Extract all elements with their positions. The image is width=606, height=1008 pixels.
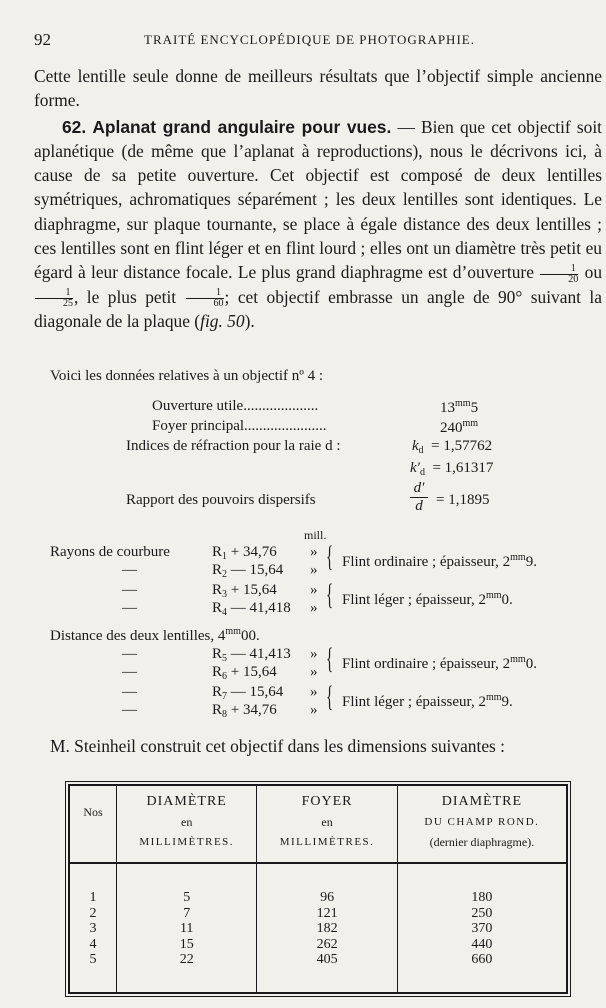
brace-icon: {: [326, 642, 334, 675]
table-cell: 7: [117, 906, 257, 922]
intro-paragraph: Cette lentille seule donne de meilleurs résultats que l’objectif simple ancienne forme.: [34, 66, 602, 111]
r8-dash: —: [122, 702, 137, 718]
section-title: Aplanat grand angulaire pour vues.: [92, 116, 392, 137]
r6: $R_6 + 15,64$: [212, 664, 277, 682]
r3-quote: »: [310, 582, 318, 598]
table-cell: 96: [257, 890, 397, 906]
r6-dash: —: [122, 664, 137, 680]
rapport-fraction: d′ d: [410, 480, 428, 515]
r5-quote: »: [310, 646, 318, 662]
table-cell: 2: [89, 905, 97, 921]
ouverture-value: $13^{mm}5$: [440, 398, 479, 416]
r1-quote: »: [310, 544, 318, 560]
kpd-value: $k'_d = 1,61317$: [410, 460, 494, 478]
col-header-diameter: DIAMÈTRE en MILLIMÈTRES.: [117, 785, 257, 863]
indices-label: Indices de réfraction pour la raie d :: [126, 438, 341, 454]
r1: $R_1 + 34,76$: [212, 544, 277, 562]
rapport-value: = 1,1895: [436, 492, 490, 508]
dimensions-table: [68, 784, 568, 994]
section-text-3: ; cet objectif embrasse un angle de 90° suivant la diagonale de la plaque (: [34, 286, 602, 332]
table-cell: 262: [257, 937, 397, 953]
table-cell: 15: [117, 937, 257, 953]
rapport-label: Rapport des pouvoirs dispersifs: [126, 492, 316, 508]
brace-icon: {: [326, 540, 334, 573]
r7: $R_7$ — 15,64: [212, 684, 284, 702]
r4: $R_4$ — 41,418: [212, 600, 291, 618]
ouverture-label: Ouverture utile....................: [152, 398, 319, 414]
foyer-label: Foyer principal......................: [152, 418, 327, 434]
page-number: 92: [34, 30, 51, 49]
col-header-number: Nos: [69, 785, 117, 863]
table-cell: 5: [89, 952, 97, 967]
r7-quote: »: [310, 684, 318, 700]
running-title: TRAITÉ ENCYCLOPÉDIQUE DE PHOTOGRAPHIE.: [144, 32, 475, 47]
table-cell: 370: [397, 921, 567, 937]
steinheil-sentence: M. Steinheil construit cet objectif dans les dimensions suivantes :: [50, 736, 505, 756]
table-cell: 405: [257, 952, 397, 968]
distance-label: Distance des deux lentilles, $4^{mm}00$.: [50, 626, 260, 644]
r4-dash: —: [122, 600, 137, 616]
section-number: 62.: [62, 116, 87, 137]
r8: $R_8 + 34,76$: [212, 702, 277, 720]
r2: $R_2$ — 15,64: [212, 562, 284, 580]
section-text-2: , le plus petit: [74, 286, 177, 307]
col-header-field: DIAMÈTRE DU CHAMP ROND. (dernier diaphragme).: [397, 785, 567, 863]
r3-dash: —: [122, 582, 137, 598]
table-cell: 660: [397, 952, 567, 968]
page-header: [34, 30, 586, 50]
table-row: [69, 921, 567, 937]
section-62-paragraph: [34, 115, 602, 334]
table-row: [69, 906, 567, 922]
rayons-label: Rayons de courbure: [50, 544, 170, 560]
section-text-ou: ou: [584, 262, 603, 283]
r7-dash: —: [122, 684, 137, 700]
section-text-1: — Bien que cet objectif soit aplanétique (de même que l’aplanat à reproductions), nous le décrivons ici, à cause de sa petite ouverture. Cet objectif est composé de deux lentilles symétriques, achromatiques séparément ; les deux lentilles sont identiques. Le diaphragme, sur plaque tournante, se place à égale distance des deux lentilles ; ces lentilles sont en flint léger et en flint lourd ; elles ont un diamètre très petit eu égard à leur distance focale. Le plus grand diaphragme est d’ouverture: [34, 116, 602, 283]
r3: $R_3 + 15,64$: [212, 582, 277, 600]
table-row: [69, 890, 567, 906]
section-text-4: ).: [244, 311, 255, 332]
table-header-row: [69, 785, 567, 863]
r5-dash: —: [122, 646, 137, 662]
r8-quote: »: [310, 702, 318, 718]
brace-icon: {: [326, 578, 334, 611]
r2-dash: —: [122, 562, 137, 578]
table-row: [69, 952, 567, 968]
col-header-focal: FOYER en MILLIMÈTRES.: [257, 785, 397, 863]
foyer-value: $240^{mm}$: [440, 418, 479, 436]
group3-desc: Flint ordinaire ; épaisseur, $2^{mm}0$.: [342, 654, 537, 672]
table-cell: 11: [117, 921, 257, 937]
body-text: [34, 64, 602, 334]
table-row: [69, 937, 567, 953]
mill-label: mill.: [304, 528, 327, 542]
brace-icon: {: [326, 680, 334, 713]
table-cell: 180: [397, 890, 567, 906]
fraction-1-25: $\frac{1}{25}$: [35, 288, 73, 309]
fraction-1-60: $\frac{1}{60}$: [186, 288, 224, 309]
fraction-1-20: $\frac{1}{20}$: [540, 264, 578, 285]
r5: $R_5$ — 41,413: [212, 646, 291, 664]
data-intro: Voici les données relatives à un objectif nº 4 :: [50, 368, 324, 384]
r4-quote: »: [310, 600, 318, 616]
table-cell: 182: [257, 921, 397, 937]
table-cell: 22: [117, 952, 257, 968]
table-cell: 1: [89, 890, 97, 905]
group4-desc: Flint léger ; épaisseur, $2^{mm}9$.: [342, 692, 513, 710]
table-cell: 250: [397, 906, 567, 922]
figure-reference: fig. 50: [200, 311, 245, 332]
table-cell: 121: [257, 906, 397, 922]
r6-quote: »: [310, 664, 318, 680]
table-cell: 440: [397, 937, 567, 953]
group1-desc: Flint ordinaire ; épaisseur, $2^{mm}9$.: [342, 552, 537, 570]
r2-quote: »: [310, 562, 318, 578]
group2-desc: Flint léger ; épaisseur, $2^{mm}0$.: [342, 590, 513, 608]
table-cell: 3: [89, 921, 97, 936]
table-cell: 4: [89, 936, 97, 952]
kd-value: $k_d = 1,57762$: [412, 438, 493, 456]
table-cell: 5: [117, 890, 257, 906]
